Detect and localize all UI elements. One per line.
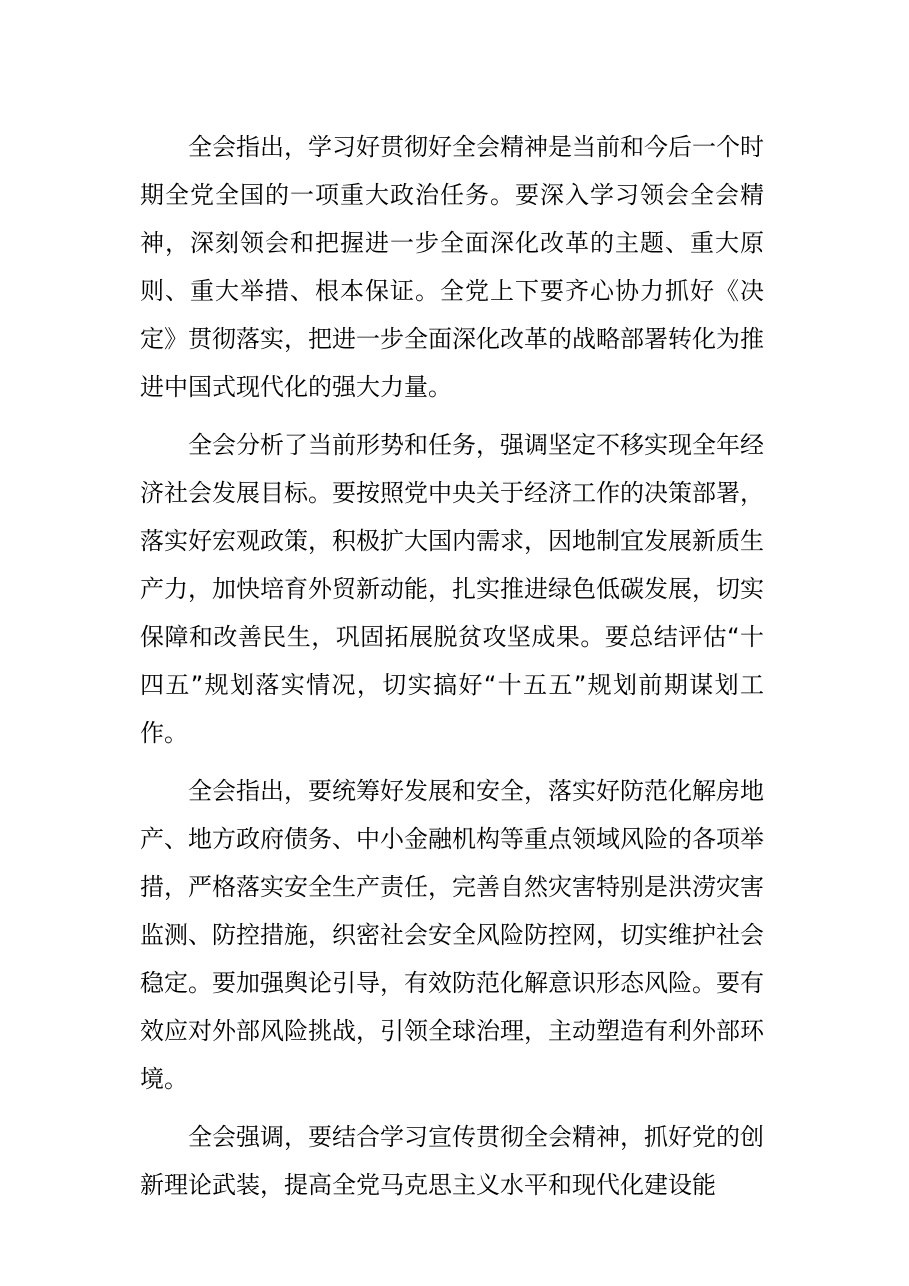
paragraph-4: 全会强调，要结合学习宣传贯彻全会精神，抓好党的创新理论武装，提高全党马克思主义水平和现代化建设能 [140,1123,764,1199]
paragraph-2: 全会分析了当前形势和任务，强调坚定不移实现全年经济社会发展目标。要按照党中央关于经济工作的决策部署，落实好宏观政策，积极扩大国内需求，因地制宜发展新质生产力，加快培育外贸新动能，扎实推进绿色低碳发展，切实保障和改善民生，巩固拓展脱贫攻坚成果。要总结评估“十四五”规划落实情况，切实搞好“十五五”规划前期谋划工作。 [140,431,764,747]
document-body [140,123,764,1219]
paragraph-3: 全会指出，要统筹好发展和安全，落实好防范化解房地产、地方政府债务、中小金融机构等重点领域风险的各项举措，严格落实安全生产责任，完善自然灾害特别是洪涝灾害监测、防控措施，织密社会安全风险防控网，切实维护社会稳定。要加强舆论引导，有效防范化解意识形态风险。要有效应对外部风险挑战，引领全球治理，主动塑造有利外部环境。 [140,777,764,1093]
paragraph-1: 全会指出，学习好贯彻好全会精神是当前和今后一个时期全党全国的一项重大政治任务。要深入学习领会全会精神，深刻领会和把握进一步全面深化改革的主题、重大原则、重大举措、根本保证。全党上下要齐心协力抓好《决定》贯彻落实，把进一步全面深化改革的战略部署转化为推进中国式现代化的强大力量。 [140,133,764,401]
